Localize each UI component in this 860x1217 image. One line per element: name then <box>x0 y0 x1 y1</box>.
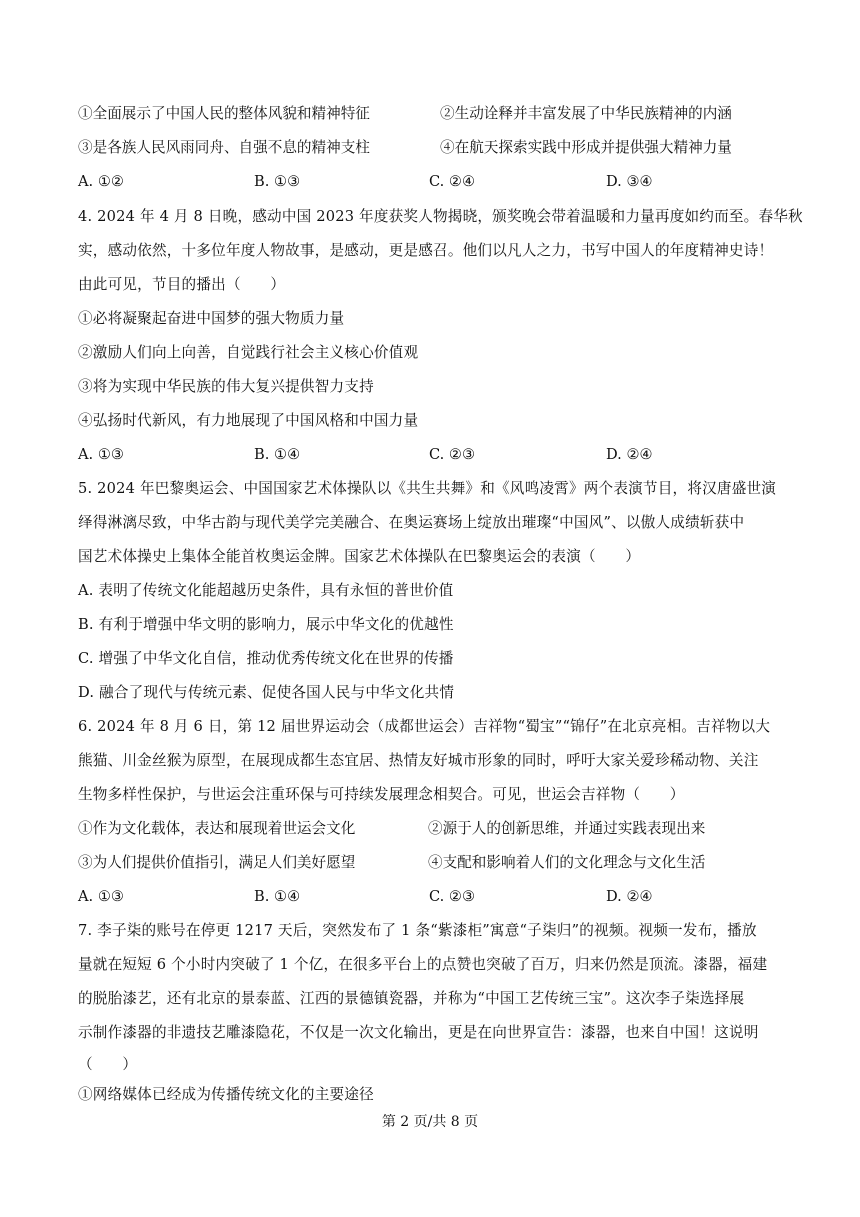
q4-answer-b: B. ①④ <box>254 446 301 463</box>
page-number-footer: 第 2 页/共 8 页 <box>381 1114 479 1130</box>
q7-stem-line-5: （ ） <box>78 1056 138 1073</box>
q6-answer-b: B. ①④ <box>254 888 301 905</box>
q6-answer-d: D. ②④ <box>606 888 653 905</box>
q4-option-2: ②激励人们向上向善，自觉践行社会主义核心价值观 <box>78 344 419 361</box>
q3-option-1: ①全面展示了中国人民的整体风貌和精神特征 <box>78 105 370 122</box>
q5-stem-line-1: 5. 2024 年巴黎奥运会、中国国家艺术体操队以《共生共舞》和《风鸣凌霄》两个表演节目，将汉唐盛世演 <box>78 480 777 497</box>
q6-option-3: ③为人们提供价值指引，满足人们美好愿望 <box>78 854 356 871</box>
q5-option-c: C. 增强了中华文化自信，推动优秀传统文化在世界的传播 <box>78 650 454 667</box>
q6-option-4: ④支配和影响着人们的文化理念与文化生活 <box>428 854 706 871</box>
q3-option-3: ③是各族人民风雨同舟、自强不息的精神支柱 <box>78 139 370 156</box>
q3-answer-c: C. ②④ <box>429 173 476 190</box>
q7-option-1: ①网络媒体已经成为传播传统文化的主要途径 <box>78 1086 374 1103</box>
q4-option-1: ①必将凝聚起奋进中国梦的强大物质力量 <box>78 310 345 327</box>
q6-option-2: ②源于人的创新思维，并通过实践表现出来 <box>428 820 706 837</box>
q6-stem-line-2: 熊猫、川金丝猴为原型，在展现成都生态宜居、热情友好城市形象的同时，呼吁大家关爱珍稀动物、关注 <box>78 752 759 769</box>
q7-stem-line-2: 量就在短短 6 个小时内突破了 1 个亿，在很多平台上的点赞也突破了百万，归来仍然是顶流。漆器，福建 <box>78 956 768 973</box>
q4-stem-line-2: 实，感动依然，十多位年度人物故事，是感动，更是感召。他们以凡人之力，书写中国人的年度精神史诗！ <box>78 242 774 259</box>
q5-option-a: A. 表明了传统文化能超越历史条件，具有永恒的普世价值 <box>78 582 454 599</box>
q5-stem-line-3: 国艺术体操史上集体全能首枚奥运金牌。国家艺术体操队在巴黎奥运会的表演（ ） <box>78 548 641 565</box>
q6-stem-line-1: 6. 2024 年 8 月 6 日，第 12 届世界运动会（成都世运会）吉祥物“蜀宝”“锦仔”在北京亮相。吉祥物以大 <box>78 718 771 735</box>
q7-stem-line-3: 的脱胎漆艺，还有北京的景泰蓝、江西的景德镇瓷器，并称为“中国工艺传统三宝”。这次李子柒选择展 <box>78 990 745 1007</box>
q6-option-1: ①作为文化载体，表达和展现着世运会文化 <box>78 820 356 837</box>
q3-answer-d: D. ③④ <box>606 173 653 190</box>
q4-option-4: ④弘扬时代新风，有力地展现了中国风格和中国力量 <box>78 412 419 429</box>
q3-option-2: ②生动诠释并丰富发展了中华民族精神的内涵 <box>440 105 732 122</box>
q4-stem-line-3: 由此可见，节目的播出（ ） <box>78 276 286 293</box>
q6-answer-c: C. ②③ <box>429 888 476 905</box>
q4-option-3: ③将为实现中华民族的伟大复兴提供智力支持 <box>78 378 374 395</box>
q3-answer-a: A. ①② <box>78 173 124 190</box>
q5-option-d: D. 融合了现代与传统元素、促使各国人民与中华文化共情 <box>78 684 455 701</box>
q5-option-b: B. 有利于增强中华文明的影响力，展示中华文化的优越性 <box>78 616 454 633</box>
q4-answer-c: C. ②③ <box>429 446 476 463</box>
q7-stem-line-4: 示制作漆器的非遗技艺雕漆隐花，不仅是一次文化输出，更是在向世界宣告：漆器，也来自中国！这说明 <box>78 1024 759 1041</box>
q6-stem-line-3: 生物多样性保护，与世运会注重环保与可持续发展理念相契合。可见，世运会吉祥物（ ） <box>78 786 685 803</box>
q6-answer-a: A. ①③ <box>78 888 124 905</box>
q3-option-4: ④在航天探索实践中形成并提供强大精神力量 <box>440 139 732 156</box>
q5-stem-line-2: 绎得淋漓尽致，中华古韵与现代美学完美融合、在奥运赛场上绽放出璀璨“中国风”、以傲人成绩斩获中 <box>78 514 745 531</box>
q4-stem-line-1: 4. 2024 年 4 月 8 日晚，感动中国 2023 年度获奖人物揭晓，颁奖晚会带着温暖和力量再度如约而至。春华秋 <box>78 208 803 225</box>
q7-stem-line-1: 7. 李子柒的账号在停更 1217 天后，突然发布了 1 条“紫漆柜”寓意“子柒归”的视频。视频一发布，播放 <box>78 922 757 939</box>
q4-answer-a: A. ①③ <box>78 446 124 463</box>
q4-answer-d: D. ②④ <box>606 446 653 463</box>
q3-answer-b: B. ①③ <box>254 173 301 190</box>
